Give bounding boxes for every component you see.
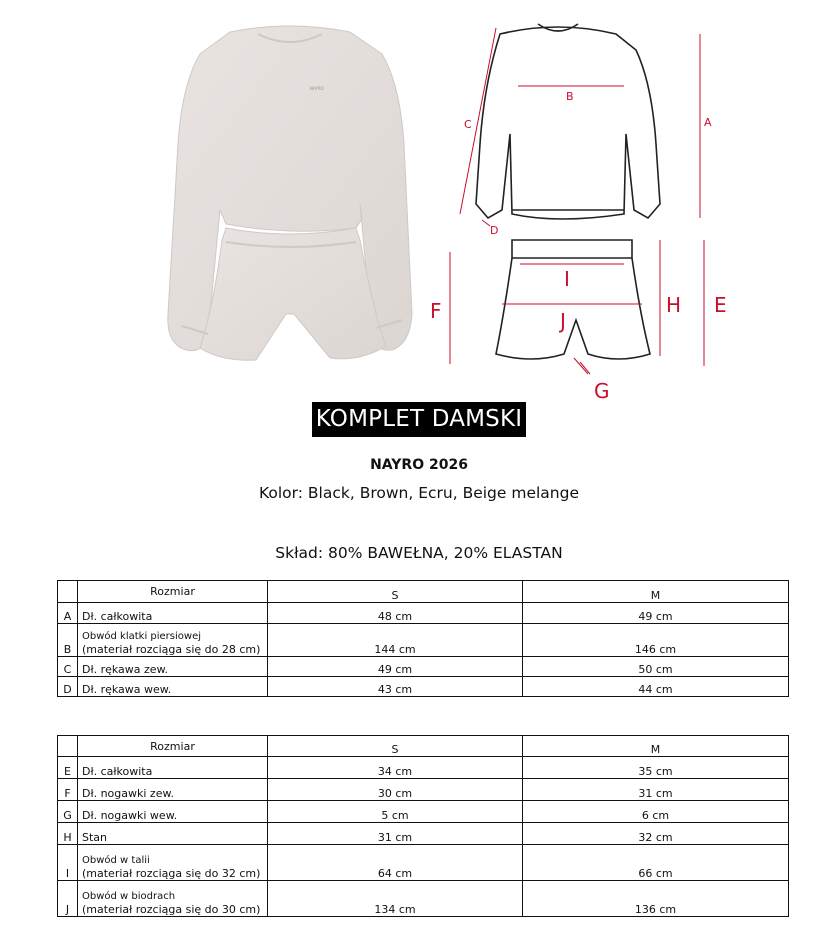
row-label: Dł. całkowita (78, 757, 268, 779)
row-label: Stan (78, 823, 268, 845)
row-s: 31 cm (268, 823, 523, 845)
svg-text:NAYRO: NAYRO (310, 86, 324, 91)
row-s: 43 cm (268, 677, 523, 697)
row-key: E (58, 757, 78, 779)
table-row (58, 603, 789, 624)
table-row (58, 881, 789, 917)
row-key: C (58, 657, 78, 677)
row-s: 64 cm (268, 845, 523, 881)
measurement-diagram (430, 14, 728, 404)
row-s: 144 cm (268, 624, 523, 657)
header-m: M (523, 581, 789, 603)
row-label-cell (78, 881, 268, 917)
page-title: KOMPLET DAMSKI (312, 402, 527, 437)
brand-line: NAYRO 2026 (370, 457, 468, 473)
row-m: 66 cm (523, 845, 789, 881)
row-label: Dł. nogawki zew. (78, 779, 268, 801)
row-m: 31 cm (523, 779, 789, 801)
row-label: Obwód w biodrach (82, 891, 176, 902)
row-s: 5 cm (268, 801, 523, 823)
label-e: E (714, 293, 727, 317)
table-header-row (58, 581, 789, 603)
row-sub: (materiał rozciąga się do 32 cm) (82, 867, 261, 880)
row-label: Dł. nogawki wew. (78, 801, 268, 823)
label-i: I (564, 267, 570, 291)
header-size: Rozmiar (78, 736, 268, 757)
table-row (58, 779, 789, 801)
row-sub: (materiał rozciąga się do 30 cm) (82, 903, 261, 916)
row-label-cell (78, 845, 268, 881)
header-s: S (268, 581, 523, 603)
label-f: F (430, 299, 442, 323)
row-label-cell (78, 624, 268, 657)
composition-line: Skład: 80% BAWEŁNA, 20% ELASTAN (275, 544, 563, 562)
table-row (58, 845, 789, 881)
label-h: H (666, 293, 682, 317)
header-m: M (523, 736, 789, 757)
row-m: 136 cm (523, 881, 789, 917)
size-table-bottom (57, 735, 789, 917)
table-row (58, 657, 789, 677)
row-m: 44 cm (523, 677, 789, 697)
row-m: 35 cm (523, 757, 789, 779)
table-header-row (58, 736, 789, 757)
table-row (58, 801, 789, 823)
row-m: 49 cm (523, 603, 789, 624)
row-m: 6 cm (523, 801, 789, 823)
header-size: Rozmiar (78, 581, 268, 603)
row-label: Dł. całkowita (78, 603, 268, 624)
label-c: C (464, 118, 472, 131)
row-m: 146 cm (523, 624, 789, 657)
row-s: 48 cm (268, 603, 523, 624)
color-line: Kolor: Black, Brown, Ecru, Beige melange (259, 484, 579, 502)
header-s: S (268, 736, 523, 757)
row-key: J (58, 881, 78, 917)
row-label: Obwód w talii (82, 855, 150, 866)
row-key: A (58, 603, 78, 624)
label-b: B (566, 90, 574, 103)
row-s: 34 cm (268, 757, 523, 779)
table-row (58, 677, 789, 697)
product-photo (160, 14, 420, 364)
row-m: 32 cm (523, 823, 789, 845)
row-s: 30 cm (268, 779, 523, 801)
row-key: F (58, 779, 78, 801)
label-g: G (594, 379, 610, 403)
row-s: 49 cm (268, 657, 523, 677)
label-a: A (704, 116, 712, 129)
row-key: B (58, 624, 78, 657)
row-key: I (58, 845, 78, 881)
row-key: H (58, 823, 78, 845)
table-row (58, 757, 789, 779)
row-label: Dł. rękawa zew. (78, 657, 268, 677)
table-row (58, 823, 789, 845)
label-j: J (560, 309, 566, 333)
row-key: D (58, 677, 78, 697)
row-key: G (58, 801, 78, 823)
row-label: Dł. rękawa wew. (78, 677, 268, 697)
row-label: Obwód klatki piersiowej (82, 631, 202, 642)
label-d: D (490, 224, 499, 237)
table-row (58, 624, 789, 657)
size-table-top (57, 580, 789, 697)
row-m: 50 cm (523, 657, 789, 677)
row-s: 134 cm (268, 881, 523, 917)
row-sub: (materiał rozciąga się do 28 cm) (82, 643, 261, 656)
